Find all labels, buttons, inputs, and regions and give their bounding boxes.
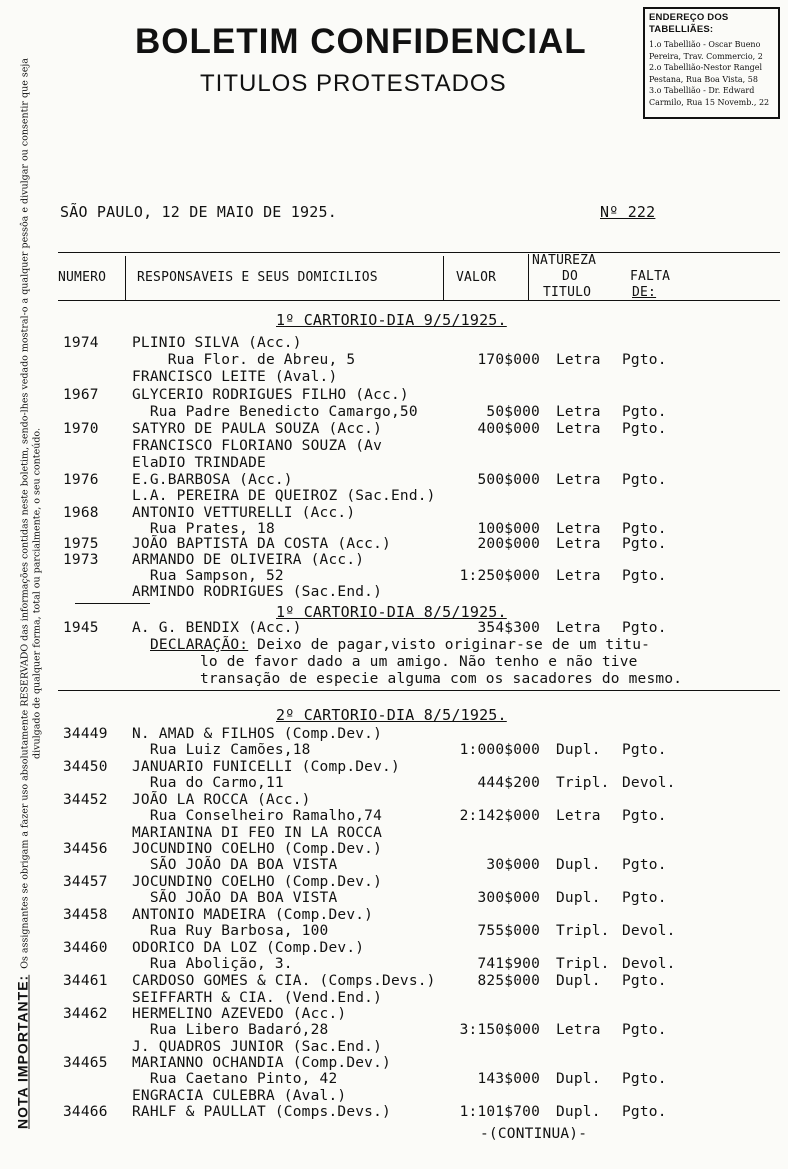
entry-value: 143$000: [477, 1071, 540, 1087]
col-header-natureza: TITULO: [543, 285, 592, 300]
entry-document-type: Letra: [556, 421, 601, 437]
col-header-numero: NUMERO: [58, 270, 107, 285]
entry-number: 34466: [63, 1104, 108, 1120]
col-header-falta: FALTA: [630, 269, 671, 284]
entry-value: 354$300: [477, 620, 540, 636]
entry-document-type: Letra: [556, 472, 601, 488]
entry-document-type: Letra: [556, 404, 601, 420]
entry-name: Rua Flor. de Abreu, 5: [132, 352, 356, 368]
entry-name: E.G.BARBOSA (Acc.): [132, 472, 293, 488]
entry-document-type: Dupl.: [556, 890, 601, 906]
entry-name: N. AMAD & FILHOS (Comp.Dev.): [132, 726, 383, 742]
address-line: 2.o Tabellião-Nestor Rangel: [649, 63, 763, 72]
entry-value: 1:101$700: [459, 1104, 540, 1120]
entry-number: 34461: [63, 973, 108, 989]
entry-name: Rua Conselheiro Ramalho,74: [132, 808, 383, 824]
col-header-responsaveis: RESPONSAVEIS E SEUS DOMICILIOS: [137, 270, 378, 285]
address-line: Pestana, Rua Boa Vista, 58: [649, 74, 758, 84]
entry-name: Rua Abolição, 3.: [132, 956, 293, 972]
entry-number: 1968: [63, 505, 99, 521]
section-heading: 1º CARTORIO-DIA 8/5/1925.: [276, 603, 507, 621]
entry-number: 1973: [63, 552, 99, 568]
entry-name: SÃO JOÃO DA BOA VISTA: [132, 857, 338, 873]
entry-number: 34460: [63, 940, 108, 956]
confidentiality-side-note: [14, 34, 44, 1154]
section-rule: [75, 603, 150, 604]
address-box-heading: ENDEREÇO DOS TABELLIÃES:: [649, 12, 729, 35]
entry-name: Rua Sampson, 52: [132, 568, 284, 584]
entry-value: 30$000: [486, 857, 540, 873]
declaration-label: DECLARAÇÃO:: [150, 637, 249, 653]
entry-name: MARIANNO OCHANDIA (Comp.Dev.): [132, 1055, 391, 1071]
table-top-rule: [58, 252, 780, 253]
entry-document-type: Dupl.: [556, 973, 601, 989]
entry-name: Rua Ruy Barbosa, 100: [132, 923, 329, 939]
entry-name: Rua Libero Badaró,28: [132, 1022, 329, 1038]
entry-name: SÃO JOÃO DA BOA VISTA: [132, 890, 338, 906]
entry-name: ANTONIO VETTURELLI (Acc.): [132, 505, 356, 521]
col-header-falta: DE:: [632, 285, 657, 300]
entry-number: 34449: [63, 726, 108, 742]
entry-document-type: Tripl.: [556, 923, 610, 939]
entry-reason: Pgto.: [622, 620, 667, 636]
entry-reason: Pgto.: [622, 808, 667, 824]
entry-document-type: Letra: [556, 1022, 601, 1038]
entry-value: 300$000: [477, 890, 540, 906]
entry-document-type: Dupl.: [556, 742, 601, 758]
entry-value: 3:150$000: [459, 1022, 540, 1038]
entry-name: ARMINDO RODRIGUES (Sac.End.): [132, 584, 383, 600]
entry-number: 34452: [63, 792, 108, 808]
entry-name: ENGRACIA CULEBRA (Aval.): [132, 1088, 347, 1104]
continua-footer: -(CONTINUA)-: [480, 1126, 588, 1142]
entry-name: GLYCERIO RODRIGUES FILHO (Acc.): [132, 387, 409, 403]
entry-value: 825$000: [477, 973, 540, 989]
address-line: 3.o Tabellião - Dr. Edward: [649, 86, 755, 95]
table-header-rule: [58, 300, 780, 301]
col-header-natureza: DO: [562, 269, 579, 284]
address-line: Pereira, Trav. Commercio, 2: [649, 51, 763, 61]
entry-name: Rua Prates, 18: [132, 521, 275, 537]
declaration-line: lo de favor dado a um amigo. Não tenho e não tive: [200, 654, 638, 670]
column-divider: [528, 254, 529, 300]
entry-number: 1970: [63, 421, 99, 437]
entry-name: ElaDIO TRINDADE: [132, 455, 266, 471]
entry-name: JOCUNDINO COELHO (Comp.Dev.): [132, 841, 383, 857]
entry-document-type: Tripl.: [556, 956, 610, 972]
entry-reason: Pgto.: [622, 521, 667, 537]
entry-name: MARIANINA DI FEO IN LA ROCCA: [132, 825, 383, 841]
entry-name: SATYRO DE PAULA SOUZA (Acc.): [132, 421, 383, 437]
entry-reason: Pgto.: [622, 1071, 667, 1087]
entry-name: Rua Caetano Pinto, 42: [132, 1071, 338, 1087]
entry-value: 2:142$000: [459, 808, 540, 824]
entry-number: 1967: [63, 387, 99, 403]
entry-value: 1:250$000: [459, 568, 540, 584]
entry-document-type: Letra: [556, 352, 601, 368]
entry-document-type: Letra: [556, 808, 601, 824]
entry-reason: Devol.: [622, 923, 676, 939]
dateline: SÃO PAULO, 12 DE MAIO DE 1925.: [60, 203, 337, 221]
entry-number: 34456: [63, 841, 108, 857]
entry-reason: Pgto.: [622, 742, 667, 758]
entry-value: 50$000: [486, 404, 540, 420]
entry-name: Rua do Carmo,11: [132, 775, 284, 791]
entry-document-type: Letra: [556, 536, 601, 552]
section-heading: 1º CARTORIO-DIA 9/5/1925.: [276, 311, 507, 329]
column-divider: [443, 256, 444, 300]
entry-name: JOÃO LA ROCCA (Acc.): [132, 792, 311, 808]
declaration-text: Deixo de pagar,visto originar-se de um titu-: [248, 637, 651, 653]
entry-name: Rua Padre Benedicto Camargo,50: [132, 404, 418, 420]
entry-number: 1974: [63, 335, 99, 351]
entry-reason: Devol.: [622, 956, 676, 972]
entry-number: 34457: [63, 874, 108, 890]
entry-name: ARMANDO DE OLIVEIRA (Acc.): [132, 552, 365, 568]
entry-number: 34465: [63, 1055, 108, 1071]
entry-document-type: Dupl.: [556, 1071, 601, 1087]
side-note-label: NOTA IMPORTANTE:: [14, 974, 31, 1129]
entry-name: L.A. PEREIRA DE QUEIROZ (Sac.End.): [132, 488, 436, 504]
entry-number: 34450: [63, 759, 108, 775]
entry-name: J. QUADROS JUNIOR (Sac.End.): [132, 1039, 383, 1055]
entry-reason: Devol.: [622, 775, 676, 791]
entry-value: 500$000: [477, 472, 540, 488]
entry-document-type: Tripl.: [556, 775, 610, 791]
address-line: Carmilo, Rua 15 Novemb., 22: [649, 97, 770, 107]
declaration-line: [150, 637, 650, 653]
entry-reason: Pgto.: [622, 352, 667, 368]
entry-reason: Pgto.: [622, 973, 667, 989]
section-rule: [58, 690, 780, 691]
entry-value: 170$000: [477, 352, 540, 368]
entry-name: JOCUNDINO COELHO (Comp.Dev.): [132, 874, 383, 890]
entry-name: HERMELINO AZEVEDO (Acc.): [132, 1006, 347, 1022]
bulletin-title: BOLETIM CONFIDENCIAL: [135, 22, 587, 61]
col-header-valor: VALOR: [456, 270, 497, 285]
entry-reason: Pgto.: [622, 857, 667, 873]
notary-address-box: [643, 7, 780, 119]
entry-number: 1976: [63, 472, 99, 488]
entry-document-type: Letra: [556, 568, 601, 584]
entry-name: Rua Luiz Camões,18: [132, 742, 311, 758]
entry-reason: Pgto.: [622, 1022, 667, 1038]
entry-reason: Pgto.: [622, 890, 667, 906]
entry-number: 1975: [63, 536, 99, 552]
entry-value: 200$000: [477, 536, 540, 552]
entry-value: 100$000: [477, 521, 540, 537]
entry-name: JANUARIO FUNICELLI (Comp.Dev.): [132, 759, 400, 775]
entry-value: 400$000: [477, 421, 540, 437]
entry-value: 444$200: [477, 775, 540, 791]
entry-reason: Pgto.: [622, 568, 667, 584]
entry-reason: Pgto.: [622, 1104, 667, 1120]
section-heading: 2º CARTORIO-DIA 8/5/1925.: [276, 706, 507, 724]
side-note-text: Os assignantes se obrigam a fazer uso absolutamente RESERVADO das informações contidas neste boletim, sendo-lhes vedado mostral-o a qualquer pessôa e divulgar ou consentir que seja divulgado de qualquer forma, total ou parcialmente, o seu conteúdo.: [19, 58, 43, 969]
entry-name: FRANCISCO FLORIANO SOUZA (Av: [132, 438, 383, 454]
col-header-natureza: NATUREZA: [532, 253, 597, 268]
entry-value: 1:000$000: [459, 742, 540, 758]
entry-document-type: Dupl.: [556, 857, 601, 873]
issue-number: Nº 222: [600, 203, 656, 221]
entry-name: A. G. BENDIX (Acc.): [132, 620, 302, 636]
entry-name: PLINIO SILVA (Acc.): [132, 335, 302, 351]
entry-name: SEIFFARTH & CIA. (Vend.End.): [132, 990, 383, 1006]
entry-value: 741$900: [477, 956, 540, 972]
entry-name: RAHLF & PAULLAT (Comps.Devs.): [132, 1104, 391, 1120]
declaration-line: transação de especie alguma com os sacadores do mesmo.: [200, 671, 683, 687]
entry-name: ANTONIO MADEIRA (Comp.Dev.): [132, 907, 374, 923]
entry-number: 34462: [63, 1006, 108, 1022]
column-divider: [125, 256, 126, 300]
entry-number: 34458: [63, 907, 108, 923]
entry-document-type: Letra: [556, 521, 601, 537]
entry-reason: Pgto.: [622, 472, 667, 488]
entry-value: 755$000: [477, 923, 540, 939]
entry-reason: Pgto.: [622, 404, 667, 420]
entry-name: JOÃO BAPTISTA DA COSTA (Acc.): [132, 536, 391, 552]
entry-reason: Pgto.: [622, 536, 667, 552]
bulletin-subtitle: TITULOS PROTESTADOS: [200, 70, 507, 97]
entry-name: ODORICO DA LOZ (Comp.Dev.): [132, 940, 365, 956]
entry-name: CARDOSO GOMES & CIA. (Comps.Devs.): [132, 973, 436, 989]
entry-reason: Pgto.: [622, 421, 667, 437]
entry-document-type: Letra: [556, 620, 601, 636]
address-line: 1.o Tabellião - Oscar Bueno: [649, 40, 761, 49]
entry-number: 1945: [63, 620, 99, 636]
entry-document-type: Dupl.: [556, 1104, 601, 1120]
entry-name: FRANCISCO LEITE (Aval.): [132, 369, 338, 385]
